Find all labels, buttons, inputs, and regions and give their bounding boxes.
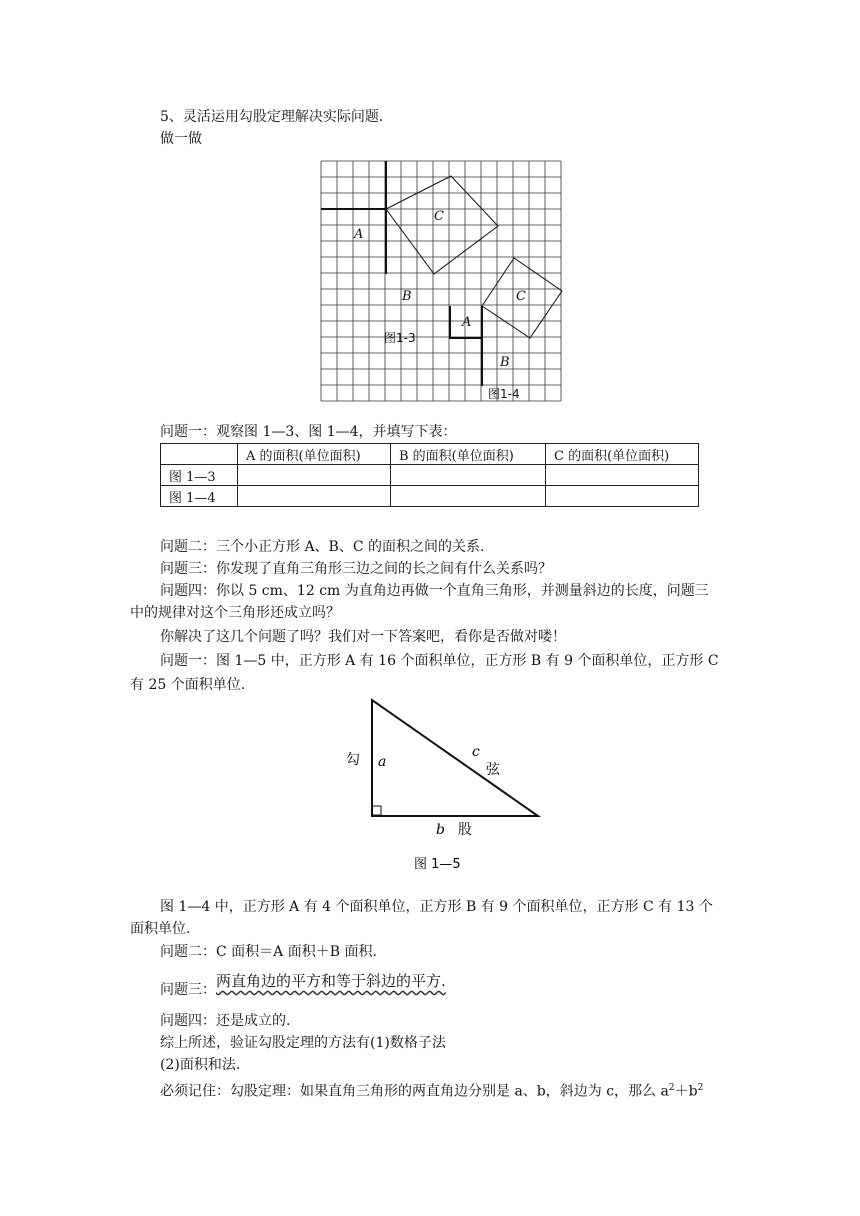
triangle-figure: [340, 694, 550, 878]
remember-text: 必须记住：勾股定理：如果直角三角形的两直角边分别是 a、b，斜边为 c，那么 a: [160, 1083, 669, 1100]
label-b-1: B: [402, 289, 412, 304]
question-two: 问题二：三个小正方形 A、B、C 的面积之间的关系.: [160, 539, 485, 555]
caption-fig14: 图1-4: [488, 387, 520, 401]
answer-three: [160, 972, 446, 999]
objective-line: 5、灵活运用勾股定理解决实际问题.: [160, 109, 384, 125]
question-three: 问题三：你发现了直角三角形三边之间的长之间有什么关系吗？: [160, 561, 552, 577]
label-xian: 弦: [486, 762, 500, 778]
summary-line2: (2)面积和法.: [160, 1057, 241, 1073]
answer-four: 问题四：还是成立的.: [160, 1013, 291, 1029]
table-cell[interactable]: [238, 486, 391, 507]
answer-three-label: 问题三：: [160, 982, 216, 998]
summary-line1: 综上所述，验证勾股定理的方法有(1)数格子法: [160, 1035, 446, 1051]
table-header-row: [161, 444, 699, 465]
handwritten-answer: 两直角边的平方和等于斜边的平方.: [216, 972, 446, 990]
remember-plus-b: ＋b: [674, 1083, 698, 1100]
caption-fig13: 图1-3: [384, 331, 416, 345]
table-header: C 的面积(单位面积): [546, 444, 699, 465]
superscript: 2: [668, 1083, 675, 1093]
grid-figure: [316, 156, 566, 406]
table-header: A 的面积(单位面积): [238, 444, 391, 465]
label-b: b: [436, 822, 445, 838]
question-four-line1: 问题四：你以 5 cm、12 cm 为直角边再做一个直角三角形，并测量斜边的长度，问题三: [160, 583, 709, 599]
label-c: c: [472, 744, 480, 760]
answer-one-line1: 问题一：图 1—5 中，正方形 A 有 16 个面积单位，正方形 B 有 9 个面积单位，正方形 C: [160, 653, 719, 669]
label-gu: 股: [458, 822, 472, 838]
label-a-2: A: [462, 315, 472, 330]
table-cell: 图 1—3: [161, 465, 238, 486]
table-row: [161, 465, 699, 486]
table-cell[interactable]: [546, 486, 699, 507]
answer-two: 问题二：C 面积＝A 面积＋B 面积.: [160, 944, 377, 960]
label-b-2: B: [500, 355, 510, 370]
label-gou: 勾: [346, 752, 360, 768]
table-header: [161, 444, 238, 465]
table-cell[interactable]: [238, 465, 391, 486]
table-header: B 的面积(单位面积): [391, 444, 546, 465]
answer-one-line4: 面积单位.: [130, 921, 191, 937]
question-one-intro: 问题一：观察图 1—3、图 1—4，并填写下表：: [160, 424, 457, 440]
remember-line: [160, 1079, 703, 1101]
table-row: [161, 486, 699, 507]
label-c-1: C: [434, 209, 444, 224]
table-cell[interactable]: [391, 486, 546, 507]
check-answers: 你解决了这几个问题了吗？我们对一下答案吧，看你是否做对喽！: [160, 629, 566, 645]
superscript: 2: [697, 1083, 704, 1093]
area-table: [160, 443, 699, 507]
table-cell[interactable]: [546, 465, 699, 486]
table-cell[interactable]: [391, 465, 546, 486]
answer-one-line3: 图 1—4 中，正方形 A 有 4 个面积单位，正方形 B 有 9 个面积单位，正方形 C 有 13 个: [160, 899, 713, 915]
label-a-1: A: [354, 227, 364, 242]
answer-one-line2: 有 25 个面积单位.: [130, 677, 246, 693]
label-a: a: [378, 754, 387, 770]
activity-heading: 做一做: [160, 131, 202, 147]
question-four-line2: 中的规律对这个三角形还成立吗？: [130, 605, 340, 621]
table-cell: 图 1—4: [161, 486, 238, 507]
caption-fig15: 图 1—5: [414, 857, 461, 872]
label-c-2: C: [516, 289, 526, 304]
